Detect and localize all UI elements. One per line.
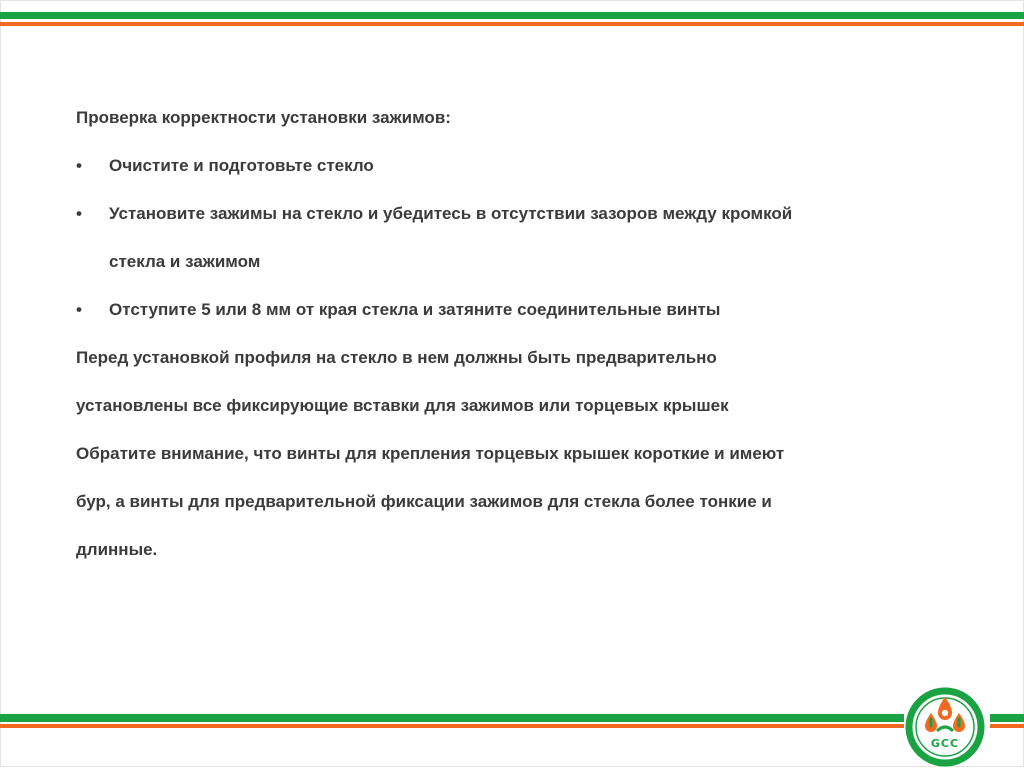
bullet-dot: • xyxy=(76,156,82,175)
bullet-item xyxy=(76,292,956,340)
bullet-text: Отступите 5 или 8 мм от края стекла и затяните соединительные винты xyxy=(109,300,721,319)
logo-text: GCC xyxy=(930,737,960,750)
bottom-green-stripe xyxy=(0,714,904,722)
top-green-stripe xyxy=(0,12,1024,19)
slide-content xyxy=(76,100,956,580)
bullet-item xyxy=(76,148,956,196)
top-orange-stripe xyxy=(0,22,1024,26)
bottom-orange-stripe-right xyxy=(990,724,1024,728)
paragraph-line: длинные. xyxy=(76,540,158,559)
bullet-text-continuation: стекла и зажимом xyxy=(109,252,261,271)
gcc-logo-svg xyxy=(903,683,987,767)
bullet-text: Установите зажимы на стекло и убедитесь в отсутствии зазоров между кромкой xyxy=(109,204,793,223)
bullet-text: Очистите и подготовьте стекло xyxy=(109,156,374,175)
paragraph-line: установлены все фиксирующие вставки для зажимов или торцевых крышек xyxy=(76,396,729,415)
gcc-logo-icon xyxy=(903,683,987,767)
paragraph-line: Обратите внимание, что винты для крепления торцевых крышек короткие и имеют xyxy=(76,444,785,463)
bottom-orange-stripe xyxy=(0,724,904,728)
slide-heading: Проверка корректности установки зажимов: xyxy=(76,108,451,127)
bullet-item xyxy=(76,196,956,244)
bullet-dot: • xyxy=(76,204,82,223)
bullet-dot: • xyxy=(76,300,82,319)
bottom-green-stripe-right xyxy=(990,714,1024,722)
paragraph-line: бур, а винты для предварительной фиксации зажимов для стекла более тонкие и xyxy=(76,492,772,511)
paragraph-line: Перед установкой профиля на стекло в нем должны быть предварительно xyxy=(76,348,717,367)
